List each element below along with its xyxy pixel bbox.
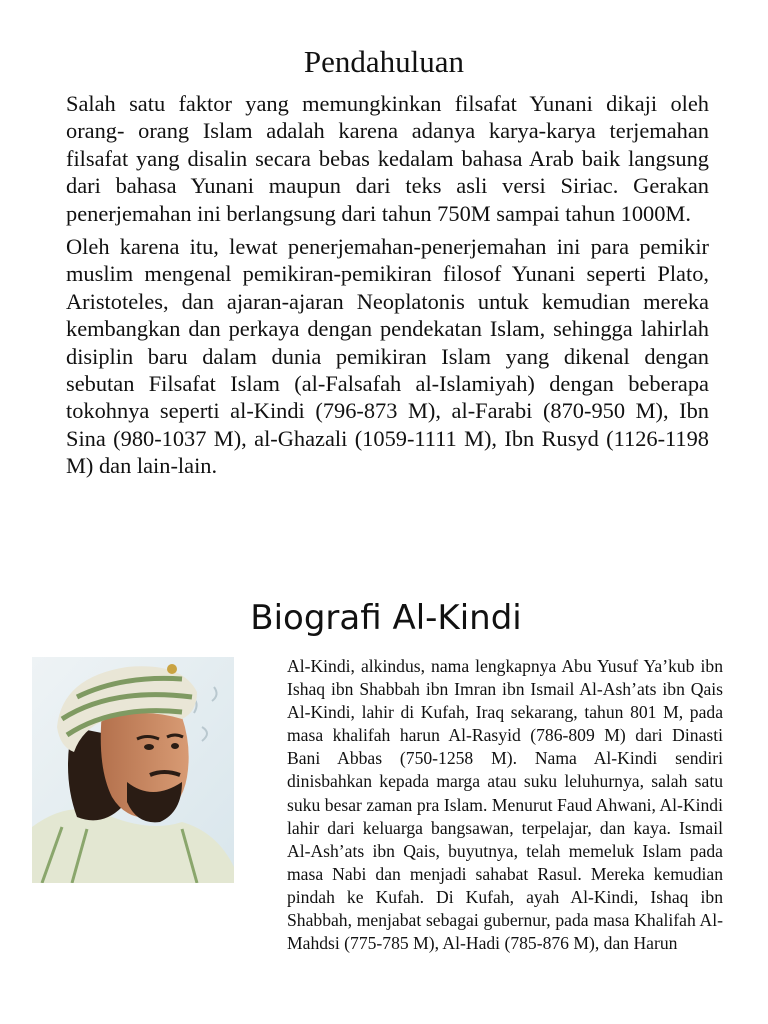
paragraph: Oleh karena itu, lewat penerjemahan-penerjemahan ini para pemikir muslim mengenal pemikiran-pemikiran filosof Yunani seperti Plato, Aristoteles, dan ajaran-ajaran Neoplatonis untuk kemudian mereka kembangkan dan perkaya dengan pendekatan Islam, sehingga lahirlah disiplin baru dalam dunia pemikiran Islam yang dikenal dengan sebutan Filsafat Islam (al-Falsafah al-Islamiyah) dengan beberapa tokohnya seperti al-Kindi (796-873 M), al-Farabi (870-950 M), Ibn Sina (980-1037 M), al-Ghazali (1059-1111 M), Ibn Rusyd (1126-1198 M) dan lain-lain. — [66, 234, 709, 479]
biography-text — [287, 655, 723, 955]
paragraph: Al-Kindi, alkindus, nama lengkapnya Abu Yusuf Ya’kub ibn Ishaq ibn Shabbah ibn Imran ibn Ismail Al-Ash’ats ibn Qais Al-Kindi, lahir di Kufah, Iraq sekarang, tahun 801 M, pada masa khalifah harun Al-Rasyid (786-809 M) dari Dinasti Bani Abbas (750-1258 M). Nama Al-Kindi sendiri dinisbahkan kepada marga atau suku leluhurnya, salah satu suku besar zaman pra Islam. Menurut Faud Ahwani, Al-Kindi lahir dari keluarga bangsawan, terpelajar, dan kaya. Ismail Al-Ash’ats ibn Qais, buyutnya, telah memeluk Islam pada masa Nabi dan menjadi sahabat Rasul. Mereka kemudian pindah ke Kufah. Di Kufah, ayah Al-Kindi, Ishaq ibn Shabbah, menjabat sebagai gubernur, pada masa Khalifah Al-Mahdsi (775-785 M), Al-Hadi (785-876 M), dan Harun — [287, 656, 723, 954]
slide-title: Biografi Al-Kindi — [250, 598, 522, 638]
slide-body — [66, 90, 709, 486]
slide-biografi — [0, 570, 768, 1024]
paragraph: Salah satu faktor yang memungkinkan filsafat Yunani dikaji oleh orang- orang Islam adalah karena adanya karya-karya terjemahan filsafat yang disalin secara bebas kedalam bahasa Arab baik langsung dari bahasa Yunani maupun dari teks asli versi Siriac. Gerakan penerjemahan ini berlangsung dari tahun 750M sampai tahun 1000M. — [66, 91, 709, 226]
portrait-image — [32, 657, 234, 883]
slide-title: Pendahuluan — [303, 44, 465, 79]
